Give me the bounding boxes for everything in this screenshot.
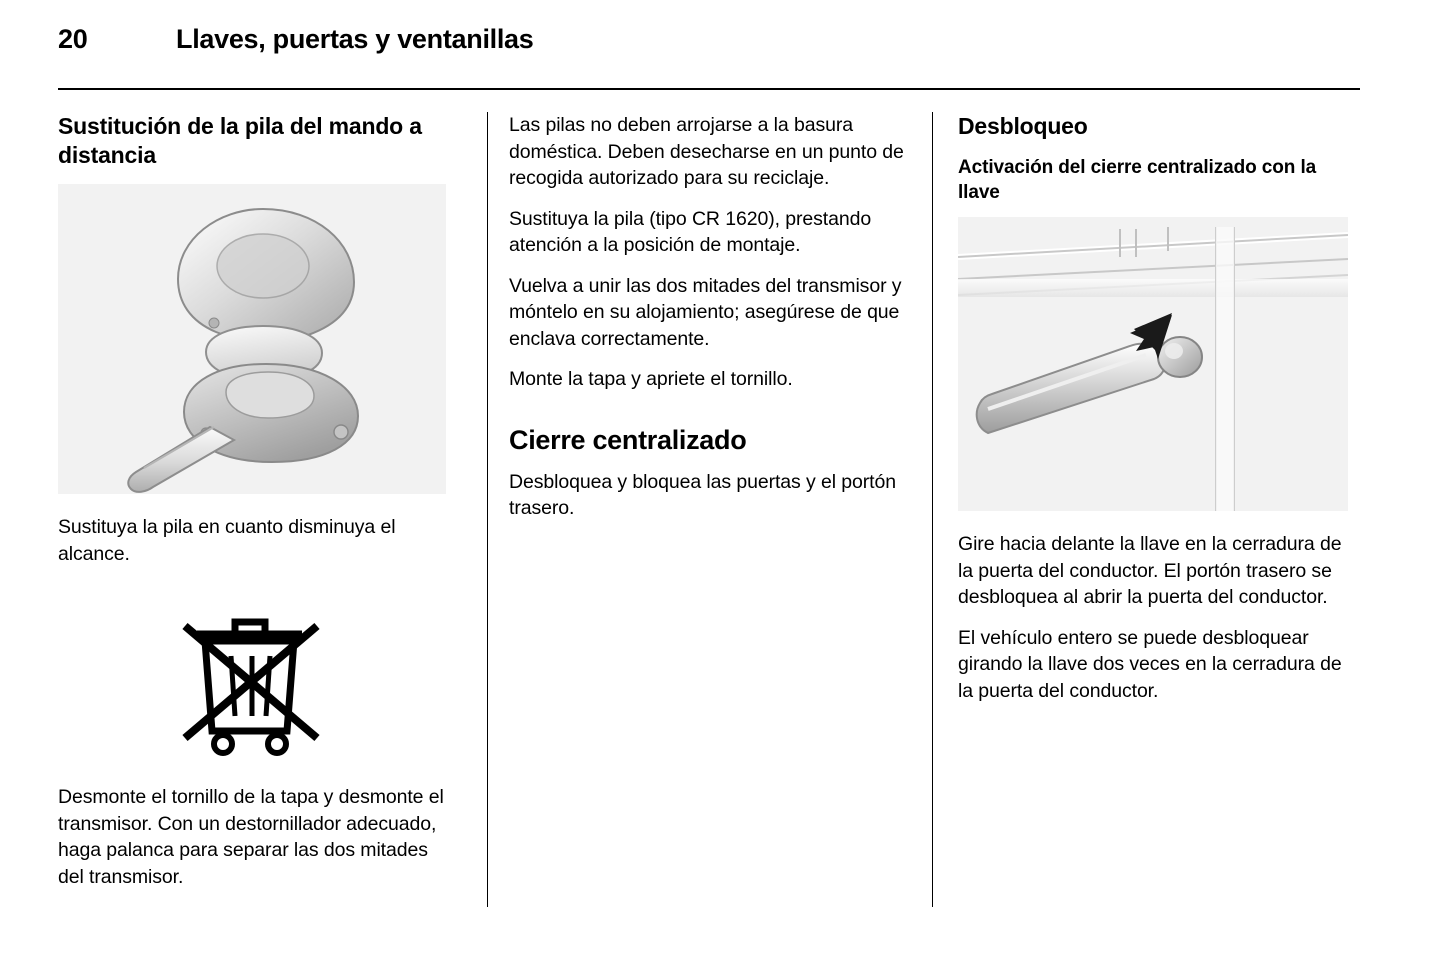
key-fob-illustration: [58, 184, 446, 494]
page-number: 20: [58, 24, 88, 54]
header-divider: [58, 88, 1360, 90]
column-1: [58, 112, 458, 890]
figure-key-fob: [58, 184, 446, 494]
paragraph-battery-disposal: Las pilas no deben arrojarse a la basura doméstica. Deben desecharse en un punto de recogida autorizado para su reciclaje.: [509, 114, 904, 189]
paragraph-mount-cover: Monte la tapa y apriete el tornillo.: [509, 368, 793, 390]
column-2: [509, 112, 909, 522]
column-divider-2: [932, 112, 933, 907]
crossed-out-wheelie-bin-icon: [165, 586, 340, 761]
paragraph-central-locking-desc: Desbloquea y bloquea las puertas y el portón trasero.: [509, 470, 896, 519]
column-divider-1: [487, 112, 488, 907]
paragraph-disassemble-transmitter: Desmonte el tornillo de la tapa y desmonte el transmisor. Con un destornillador adecuado, haga palanca para separar las dos mitades del transmisor.: [58, 786, 444, 888]
paragraph-reassemble: Vuelva a unir las dos mitades del transmisor y móntelo en su alojamiento; asegúrese de que enclava correctamente.: [509, 274, 902, 350]
figure-wee-symbol: [58, 581, 446, 766]
paragraph-unlock-whole-vehicle: El vehículo entero se puede desbloquear girando la llave dos veces en la cerradura de la puerta del conductor.: [958, 626, 1342, 702]
page-title: Llaves, puertas y ventanillas: [176, 24, 534, 54]
section-heading-central-locking: Cierre centralizado: [509, 424, 747, 455]
figure-door-lock: [958, 217, 1348, 511]
section-heading-unlocking: Desbloqueo: [958, 113, 1088, 139]
section-heading-battery-replacement: Sustitución de la pila del mando a distancia: [58, 113, 422, 168]
door-lock-illustration: [958, 217, 1348, 511]
subheading-key-activation: Activación del cierre centralizado con la llave: [958, 157, 1317, 203]
column-3: [958, 112, 1360, 704]
paragraph-battery-type: Sustituya la pila (tipo CR 1620), prestando atención a la posición de montaje.: [509, 207, 872, 256]
page-header: [58, 24, 1360, 55]
paragraph-replace-battery: Sustituya la pila en cuanto disminuya el alcance.: [58, 516, 396, 565]
paragraph-turn-key-forward: Gire hacia delante la llave en la cerradura de la puerta del conductor. El portón trasero se desbloquea al abrir la puerta del conductor.: [958, 533, 1342, 608]
